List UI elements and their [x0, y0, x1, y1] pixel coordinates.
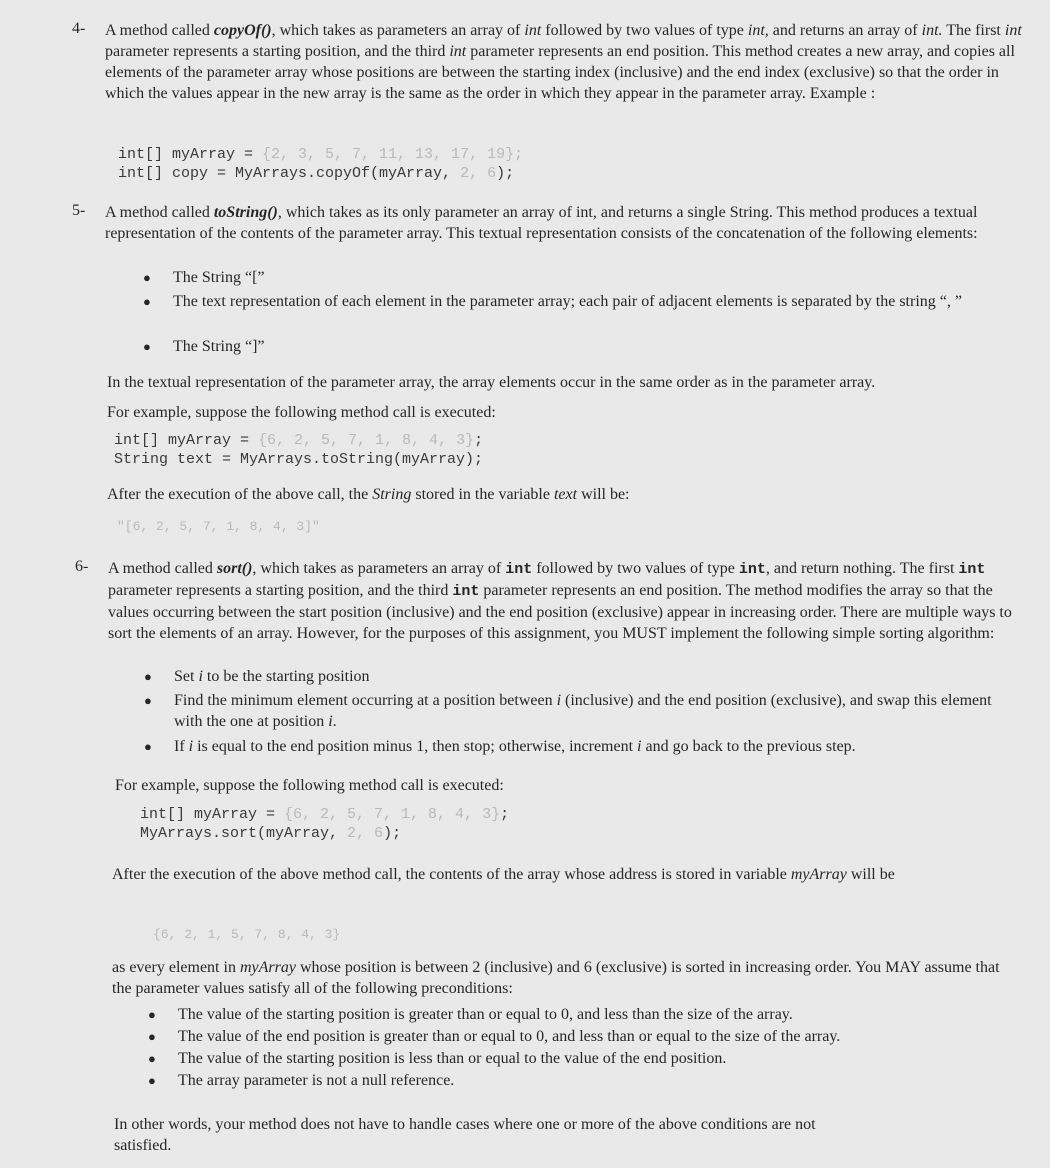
- question-5-text: A method called toString(), which takes as its only parameter an array of int, and returns a single String. This method produces a textual representation of the contents of the parameter array. This textual representation consists of the concatenation of the following elements:: [105, 204, 978, 242]
- question-6-result: {6, 2, 1, 5, 7, 8, 4, 3}: [153, 927, 341, 942]
- question-6-number: 6-: [75, 558, 89, 575]
- question-5-order-note: In the textual representation of the parameter array, the array elements occur in the same order as in the parameter array.: [107, 374, 876, 391]
- question-5-example-intro: For example, suppose the following method call is executed:: [107, 404, 496, 421]
- question-5-code: int[] myArray = {6, 2, 5, 7, 1, 8, 4, 3}; String text = MyArrays.toString(myArray);: [114, 432, 484, 468]
- question-6-precondition: ● The value of the starting position is less than or equal to the value of the end position.: [148, 1050, 727, 1067]
- question-6-closing-note: In other words, your method does not have to handle cases where one or more of the above conditions are not satisfied.: [114, 1116, 816, 1154]
- question-6-bullet: ● Find the minimum element occurring at a position between i (inclusive) and the end position (exclusive), and swap this element with the one at position i.: [144, 692, 992, 730]
- question-6-text: A method called sort(), which takes as parameters an array of int followed by two values of type int, and return nothing. The first int parameter represents a starting position, and the third int parameter represents an end position. The method modifies the array so that the values occurring between the start position (inclusive) and the end position (exclusive) appear in increasing order. There are multiple ways to sort the elements of an array. However, for the purposes of this assignment, you MUST implement the following simple sorting algorithm:: [108, 560, 1012, 642]
- question-6-bullet: ● If i is equal to the end position minus 1, then stop; otherwise, increment i and go back to the previous step.: [144, 738, 856, 755]
- question-4-text: A method called copyOf(), which takes as parameters an array of int followed by two values of type int, and returns an array of int. The first int parameter represents a starting position, and the third int parameter represents an end position. This method creates a new array, and copies all elements of the parameter array whose positions are between the starting index (inclusive) and the end index (exclusive) so that the order in which the values appear in the new array is the same as the order in which they appear in the parameter array. Example :: [105, 22, 1022, 102]
- question-6-precondition: ● The value of the starting position is greater than or equal to 0, and less than the size of the array.: [148, 1006, 793, 1023]
- question-6-example-intro: For example, suppose the following method call is executed:: [115, 777, 504, 794]
- question-6-precondition: ● The array parameter is not a null reference.: [148, 1072, 455, 1089]
- question-6-result-intro: After the execution of the above method call, the contents of the array whose address is stored in variable myArray will be: [112, 866, 895, 883]
- question-5-bullet: ● The String “[”: [143, 269, 265, 286]
- question-4-number: 4-: [72, 20, 86, 37]
- question-5-bullet: ● The String “]”: [143, 338, 265, 355]
- question-5-result-intro: After the execution of the above call, the String stored in the variable text will be:: [107, 486, 630, 503]
- question-6-bullet: ● Set i to be the starting position: [144, 668, 370, 685]
- question-5-bullet: ● The text representation of each element in the parameter array; each pair of adjacent elements is separated by the string “, ”: [143, 293, 962, 310]
- question-5-number: 5-: [72, 202, 86, 219]
- question-5-result: "[6, 2, 5, 7, 1, 8, 4, 3]": [117, 519, 320, 534]
- question-4-code: int[] myArray = {2, 3, 5, 7, 11, 13, 17, 19}; int[] copy = MyArrays.copyOf(myArray, 2, 6);: [118, 146, 524, 182]
- question-6-precondition: ● The value of the end position is greater than or equal to 0, and less than or equal to the size of the array.: [148, 1028, 841, 1045]
- question-6-preconditions-intro: as every element in myArray whose position is between 2 (inclusive) and 6 (exclusive) is sorted in increasing order. You MAY assume that the parameter values satisfy all of the following preconditions:: [112, 959, 1000, 997]
- question-6-code: int[] myArray = {6, 2, 5, 7, 1, 8, 4, 3}; MyArrays.sort(myArray, 2, 6);: [140, 806, 510, 842]
